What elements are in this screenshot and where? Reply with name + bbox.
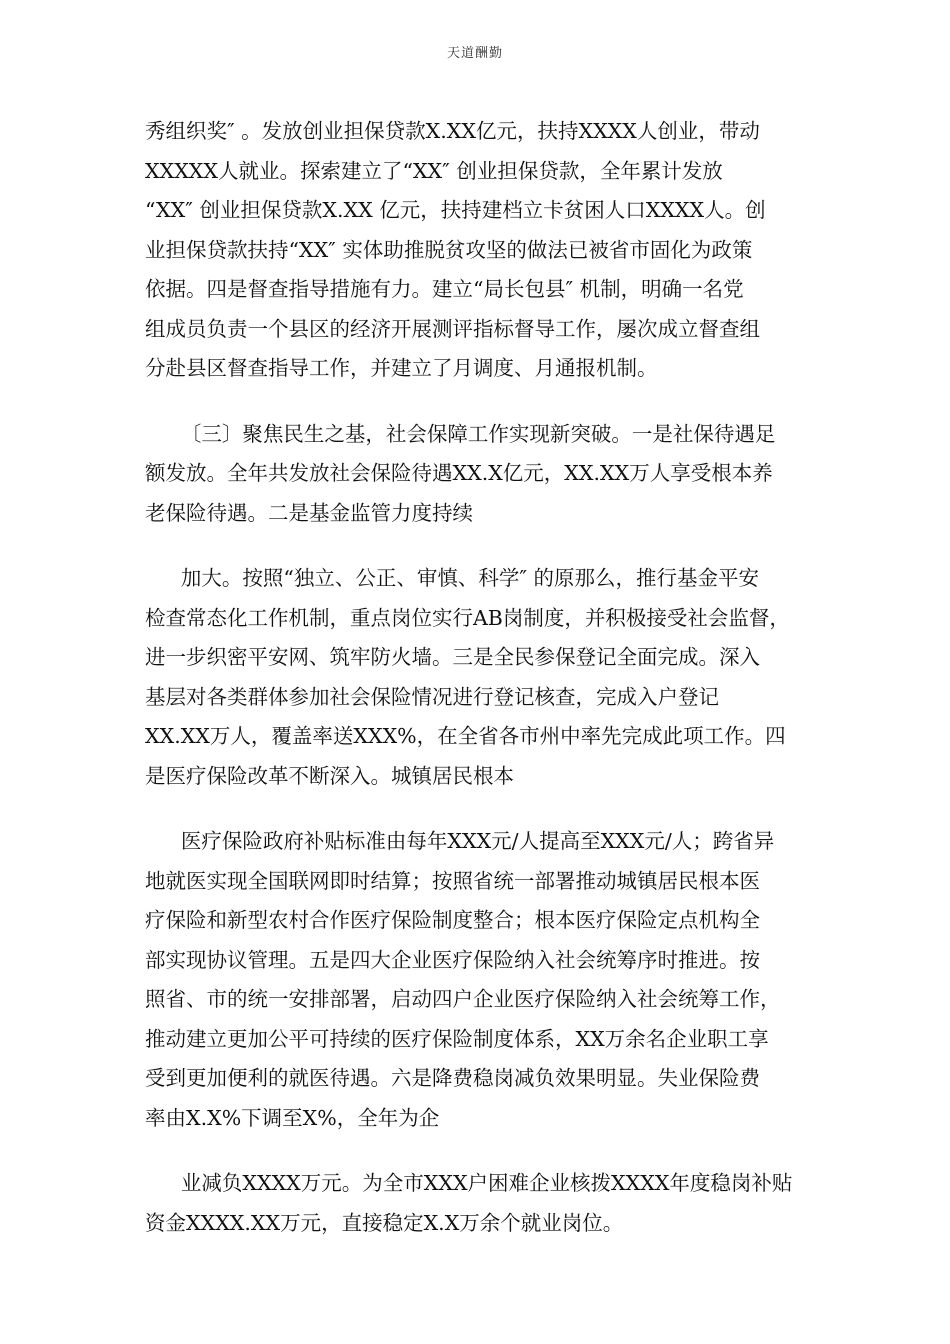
text-line: 进一步织密平安网、筑牢防火墙。三是全民参保登记全面完成。深入 (145, 645, 760, 669)
text-line: 业担保贷款扶持“XX″ 实体助推脱贫攻坚的做法已被省市固化为政策 (145, 237, 753, 262)
page-header: 天道酬勤 (446, 46, 503, 61)
text-line: 受到更加便利的就医待遇。六是降费稳岗减负效果明显。失业保险费 (145, 1066, 760, 1090)
paragraph (145, 112, 817, 389)
text-line: 部实现协议管理。五是四大企业医疗保险纳入社会统筹序时推进。按 (145, 947, 760, 972)
text-line: “XX″ 创业担保贷款X.XX 亿元，扶持建档立卡贫困人口XXXX人。创 (145, 198, 766, 222)
text-line: 加大。按照“独立、公正、审慎、科学″ 的原那么，推行基金平安 (180, 566, 760, 590)
text-line: 推动建立更加公平可持续的医疗保险制度体系，XX万余名企业职工享 (145, 1026, 769, 1051)
text-line: 〔三〕聚焦民生之基，社会保障工作实现新突破。一是社保待遇足 (180, 421, 776, 446)
text-line: XX.XX万人，覆盖率送XXX%，在全省各市州中率先完成此项工作。四 (145, 724, 786, 748)
text-line: 业减负XXXX万元。为全市XXX户困难企业核拨XXXX年度稳岗补贴 (180, 1171, 793, 1195)
text-line: 组成员负责一个县区的经济开展测评指标督导工作，屡次成立督查组 (145, 316, 760, 341)
paragraph (145, 415, 817, 534)
text-line: XXXXX人就业。探索建立了“XX″ 创业担保贷款，全年累计发放 (145, 158, 723, 183)
text-line: 地就医实现全国联网即时结算；按照省统一部署推动城镇居民根本医 (145, 868, 760, 893)
text-line: 基层对各类群体参加社会保险情况进行登记核查，完成入户登记 (145, 684, 719, 709)
text-line: 分赴县区督查指导工作，并建立了月调度、月通报机制。 (145, 356, 658, 380)
text-line: 医疗保险政府补贴标准由每年XXX元/人提高至XXX元/人；跨省异 (180, 829, 775, 853)
text-line: 额发放。全年共发放社会保险待遇XX.X亿元，XX.XX万人享受根本养 (145, 461, 773, 485)
text-line: 资金XXXX.XX万元，直接稳定X.X万余个就业岗位。 (145, 1210, 624, 1235)
text-line: 检查常态化工作机制，重点岗位实行AB岗制度，并积极接受社会监督， (145, 605, 790, 630)
paragraph (145, 822, 817, 1138)
paragraph (145, 1164, 817, 1243)
text-line: 是医疗保险改革不断深入。城镇居民根本 (145, 763, 514, 788)
text-line: 秀组织奖″ 。发放创业担保贷款X.XX亿元，扶持XXXX人创业，带动 (145, 119, 760, 143)
text-line: 老保险待遇。二是基金监管力度持续 (145, 500, 473, 525)
text-line: 照省、市的统一安排部署，启动四户企业医疗保险纳入社会统筹工作， (145, 987, 781, 1011)
text-line: 依据。四是督查指导措施有力。建立“局长包县″ 机制，明确一名党 (145, 277, 744, 301)
paragraph (145, 559, 817, 796)
text-line: 率由X.X%下调至X%，全年为企 (145, 1105, 440, 1130)
text-line: 疗保险和新型农村合作医疗保险制度整合；根本医疗保险定点机构全 (145, 908, 760, 932)
document-body (145, 112, 817, 1243)
